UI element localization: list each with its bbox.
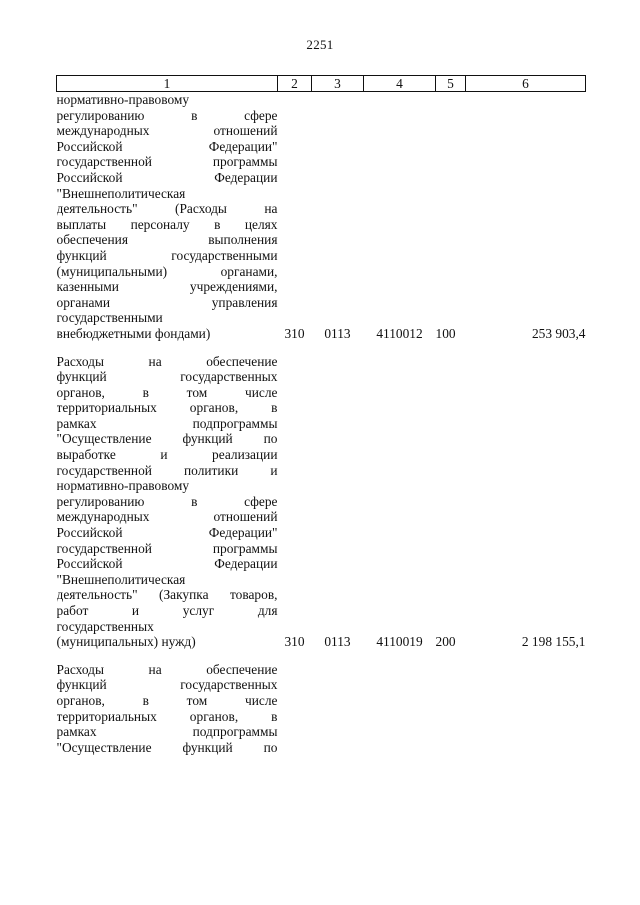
target-code: 4110019 (376, 634, 423, 650)
row-description (57, 354, 278, 650)
description-line: функций государственными (56, 247, 278, 263)
description-line: функций государственных (56, 369, 278, 385)
column-header-4: 4 (364, 76, 436, 92)
page-number: 2251 (306, 37, 334, 52)
description-line: регулированию в сфере (56, 493, 278, 509)
table-row (57, 662, 586, 756)
expense-type-code: 100 (435, 325, 456, 341)
expense-type-code (436, 662, 466, 756)
description-line: государственными (56, 310, 163, 326)
description-line: Российской Федерации" (56, 138, 278, 154)
column-header-3: 3 (312, 76, 364, 92)
description-line: нормативно-правовому (56, 92, 190, 107)
description-line: Российской Федерации (56, 556, 278, 572)
description-line: функций государственных (56, 677, 278, 693)
section-code: 0113 (324, 325, 351, 341)
description-line: нормативно-правовому (56, 478, 190, 494)
description-line: государственных (56, 618, 154, 634)
target-code (364, 662, 436, 756)
description-line: Российской Федерации (56, 169, 278, 185)
description-line: рамках подпрограммы (56, 415, 278, 431)
description-line: государственной программы (56, 540, 278, 556)
description-line: обеспечения выполнения (56, 232, 278, 248)
amount: 2 198 155,1 (521, 634, 586, 650)
description-line: органов, в том числе (56, 384, 278, 400)
description-line: Российской Федерации" (56, 525, 278, 541)
description-line: органов, в том числе (56, 692, 278, 708)
section-code: 0113 (324, 634, 351, 650)
description-line: выработке и реализации (56, 447, 278, 463)
description-line: Расходы на обеспечение (56, 353, 278, 369)
description-line: государственной политики и (56, 462, 278, 478)
description-line: (муниципальных) нужд) (56, 634, 196, 650)
column-header-6: 6 (466, 76, 586, 92)
description-line: органами управления (56, 294, 278, 310)
description-line: (муниципальными) органами, (56, 263, 278, 279)
amount: 253 903,4 (531, 325, 586, 341)
ministry-code (278, 662, 312, 756)
description-line: регулированию в сфере (56, 107, 278, 123)
description-line: "Внешнеполитическая (56, 185, 186, 201)
target-code: 4110012 (376, 325, 423, 341)
section-code (312, 662, 364, 756)
description-line: территориальных органов, в (56, 400, 278, 416)
description-line: международных отношений (56, 123, 278, 139)
description-line: Расходы на обеспечение (56, 661, 278, 677)
ministry-code: 310 (284, 325, 305, 341)
description-line: международных отношений (56, 509, 278, 525)
table-header-row (57, 76, 586, 92)
description-line: "Внешнеполитическая (56, 571, 186, 587)
description-line: работ и услуг для (56, 603, 278, 618)
budget-table (56, 75, 586, 755)
column-header-5: 5 (436, 76, 466, 92)
table-row (57, 92, 586, 342)
column-header-2: 2 (278, 76, 312, 92)
ministry-code: 310 (284, 634, 305, 650)
description-line: государственной программы (56, 154, 278, 170)
table-row (57, 354, 586, 650)
amount (466, 662, 586, 756)
row-description (57, 92, 278, 342)
description-line: деятельность" (Расходы на (56, 201, 278, 217)
row-spacer (57, 650, 586, 662)
description-line: казенными учреждениями, (56, 279, 278, 295)
column-header-1: 1 (57, 76, 278, 92)
description-line: территориальных органов, в (56, 708, 278, 724)
expense-type-code: 200 (435, 634, 456, 650)
description-line: выплаты персоналу в целях (56, 216, 278, 232)
description-line: "Осуществление функций по (56, 739, 278, 755)
description-line: рамках подпрограммы (56, 724, 278, 740)
row-spacer (57, 342, 586, 354)
description-line: деятельность" (Закупка товаров, (56, 587, 278, 603)
row-description (57, 662, 278, 756)
description-line: "Осуществление функций по (56, 431, 278, 447)
description-line: внебюджетными фондами) (56, 325, 211, 341)
